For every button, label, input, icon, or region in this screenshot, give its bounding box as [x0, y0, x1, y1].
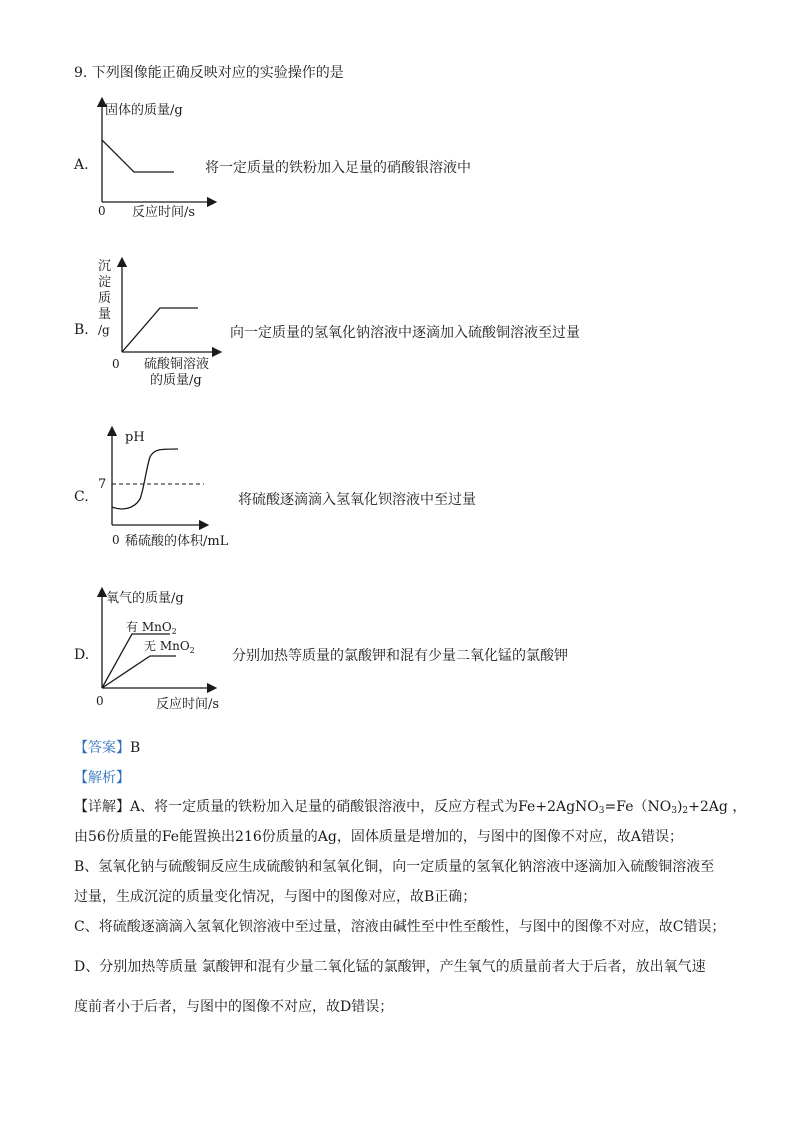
- detail-line-d2: 度前者小于后者，与图中的图像不对应，故D错误；: [74, 999, 394, 1015]
- graph-b-ylabel-1: 沉: [98, 259, 112, 274]
- graph-d-series-2-label: [144, 639, 195, 655]
- option-c-letter: C.: [74, 489, 89, 505]
- detail-line-b1: B、氢氧化钠与硫酸铜反应生成硫酸钠和氢氧化铜，向一定质量的氢氧化钠溶液中逐滴加入硫酸铜溶液至: [74, 859, 715, 875]
- option-d-description: 分别加热等质量的氯酸钾和混有少量二氧化锰的氯酸钾: [232, 648, 568, 664]
- graph-d-series-2-sub: 2: [189, 646, 195, 655]
- graph-a-curve: [102, 140, 174, 172]
- analysis-tag: 【解析】: [74, 770, 130, 786]
- option-a-description: 将一定质量的铁粉加入足量的硝酸银溶液中: [205, 160, 471, 176]
- graph-c: [92, 425, 252, 553]
- detail-a1-pre: A、将一定质量的铁粉加入足量的硝酸银溶液中，反应方程式为Fe+2AgNO: [130, 799, 599, 815]
- graph-c-ylabel: pH: [125, 430, 145, 445]
- option-b-description: 向一定质量的氢氧化钠溶液中逐滴加入硫酸铜溶液至过量: [230, 325, 580, 341]
- detail-a1-sub3: 2: [682, 806, 689, 816]
- graph-a: [92, 92, 222, 222]
- detail-line-c1: C、将硫酸逐滴滴入氢氧化钡溶液中至过量，溶液由碱性至中性至酸性，与图中的图像不对应，故C错误；: [74, 919, 726, 935]
- detail-a1-mid: =Fe（NO: [604, 799, 672, 815]
- graph-c-curve: [112, 449, 178, 509]
- detail-line-d1: D、分别加热等质量 氯酸钾和混有少量二氧化锰的氯酸钾，产生氧气的质量前者大于后者，放出氧气速: [74, 959, 706, 975]
- graph-d-series-1-sub: 2: [171, 627, 177, 636]
- graph-b-ylabel-2: 淀: [98, 275, 112, 290]
- graph-b-ylabel-5: /g: [98, 323, 110, 337]
- graph-d: [88, 584, 248, 714]
- option-b-letter: B.: [74, 322, 89, 338]
- graph-a-xlabel: 反应时间/s: [132, 205, 196, 220]
- detail-a1-sub2: 3: [671, 806, 677, 816]
- graph-c-origin: 0: [112, 533, 120, 547]
- graph-c-xlabel: 稀硫酸的体积/mL: [125, 534, 229, 549]
- graph-d-xlabel: 反应时间/s: [156, 697, 220, 712]
- option-c-description: 将硫酸逐滴滴入氢氧化钡溶液中至过量: [238, 492, 476, 508]
- graph-b-xlabel-2: 的质量/g: [150, 373, 202, 388]
- graph-c-ytick-7: 7: [98, 477, 107, 492]
- graph-d-series-2-text: 无 MnO: [144, 639, 190, 653]
- detail-a1-sub1: 3: [598, 806, 605, 816]
- analysis-row: [74, 767, 130, 787]
- answer-row: [74, 737, 140, 757]
- graph-d-series-1-text: 有 MnO: [126, 620, 172, 634]
- option-a-letter: A.: [74, 157, 89, 173]
- detail-line-b2: 过量，生成沉淀的质量变化情况，与图中的图像对应，故B正确；: [74, 889, 477, 905]
- graph-a-ylabel: 固体的质量/g: [105, 103, 183, 118]
- graph-d-origin: 0: [96, 694, 104, 708]
- detail-a1-close: ): [676, 799, 683, 815]
- detail-a1-post: +2Ag ，: [688, 799, 747, 815]
- detail-line-a1: [74, 797, 746, 821]
- graph-d-ylabel: 氧气的质量/g: [106, 591, 184, 606]
- question-title: 9. 下列图像能正确反映对应的实验操作的是: [74, 65, 344, 81]
- answer-value: B: [130, 740, 141, 756]
- graph-b-ylabel-3: 质: [98, 291, 112, 306]
- option-d-letter: D.: [74, 647, 90, 663]
- detail-line-a2: 由56份质量的Fe能置换出216份质量的Ag，固体质量是增加的，与图中的图像不对应，故A错误；: [74, 829, 683, 845]
- graph-a-origin: 0: [98, 204, 106, 218]
- graph-b-xlabel-1: 硫酸铜溶液: [144, 357, 210, 372]
- graph-b-origin: 0: [112, 357, 120, 371]
- graph-d-curve-without-mno2: [102, 656, 176, 688]
- detail-tag: 【详解】: [74, 799, 130, 815]
- answer-tag: 【答案】: [74, 740, 130, 756]
- graph-b-ylabel-4: 量: [98, 307, 112, 322]
- graph-b: [92, 250, 232, 388]
- graph-b-curve: [122, 308, 198, 352]
- graph-d-series-1-label: [126, 620, 177, 636]
